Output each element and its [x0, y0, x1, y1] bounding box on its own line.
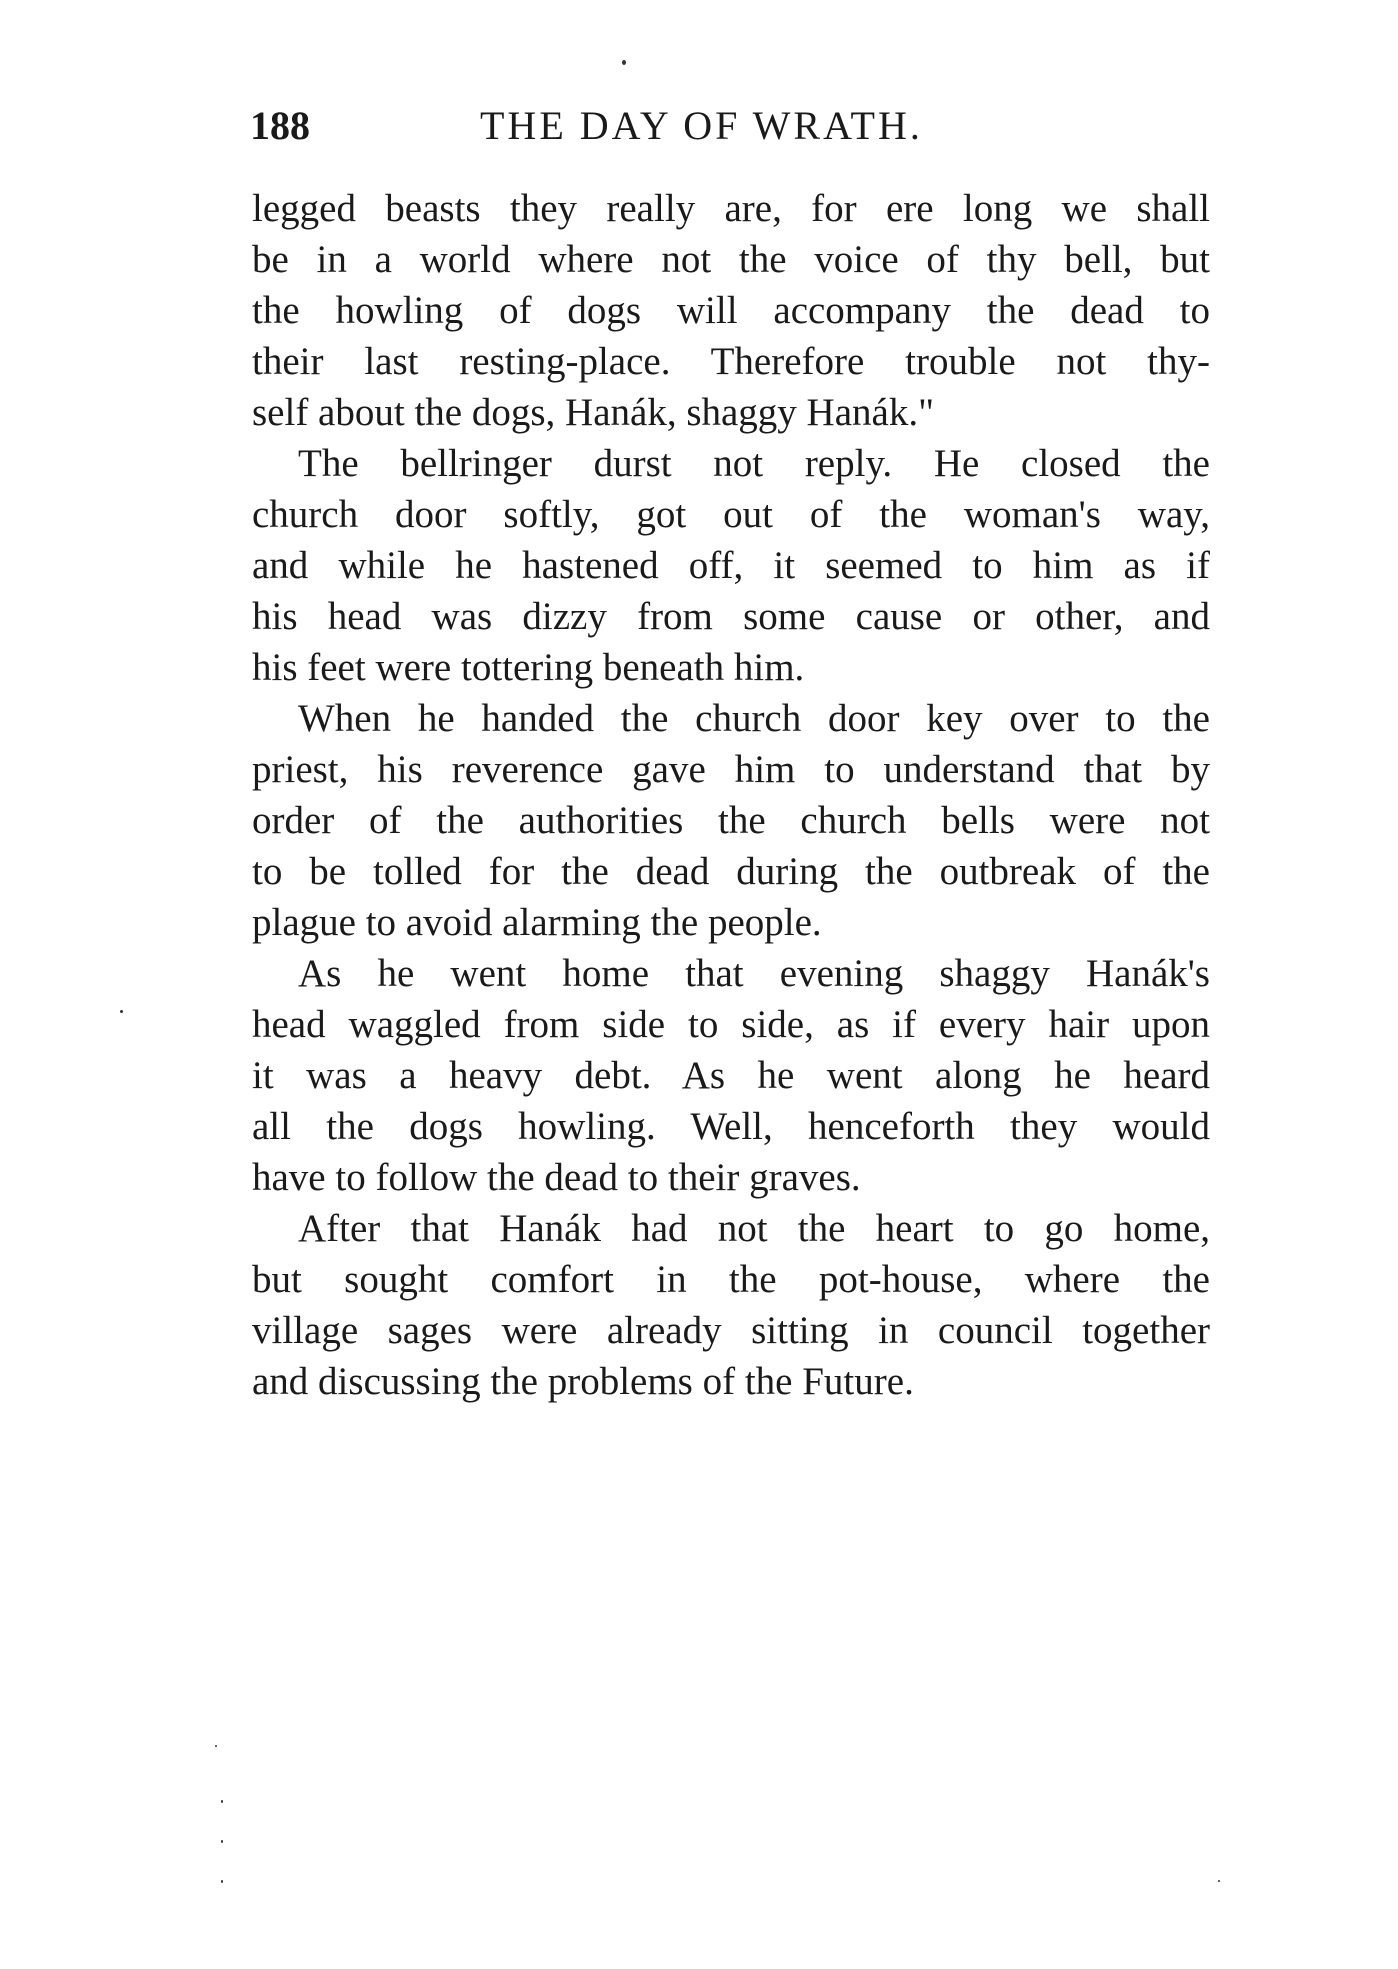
scan-speck [120, 1010, 123, 1013]
paragraph [252, 438, 1210, 693]
paragraph [252, 693, 1210, 948]
body-text [252, 183, 1210, 1407]
text-line: to be tolled for the dead during the outbreak of the [252, 850, 1210, 893]
text-line: village sages were already sitting in council together [252, 1309, 1210, 1352]
text-line: his feet were tottering beneath him. [252, 646, 805, 689]
text-line: have to follow the dead to their graves. [252, 1156, 861, 1199]
paragraph [252, 948, 1210, 1203]
text-line: plague to avoid alarming the people. [252, 901, 822, 944]
text-line: his head was dizzy from some cause or other, and [252, 595, 1210, 638]
text-line: their last resting-place. Therefore trouble not thy- [252, 340, 1210, 383]
text-line: After that Hanák had not the heart to go home, [298, 1207, 1210, 1250]
text-line: but sought comfort in the pot-house, where the [252, 1258, 1210, 1301]
text-line: When he handed the church door key over to the [298, 697, 1210, 740]
running-head [250, 96, 1210, 156]
scan-speck [221, 1800, 223, 1803]
paragraph [252, 183, 1210, 438]
paragraph [252, 1203, 1210, 1407]
text-line: and discussing the problems of the Future. [252, 1360, 914, 1403]
scan-speck [221, 1880, 223, 1883]
text-line: The bellringer durst not reply. He closed the [298, 442, 1210, 485]
running-title: THE DAY OF WRATH. [480, 103, 923, 148]
text-line: head waggled from side to side, as if every hair upon [252, 1003, 1210, 1046]
text-line: church door softly, got out of the woman's way, [252, 493, 1210, 536]
text-line: all the dogs howling. Well, henceforth they would [252, 1105, 1210, 1148]
scan-speck [622, 60, 626, 65]
scan-speck [215, 1745, 217, 1747]
text-line: it was a heavy debt. As he went along he heard [252, 1054, 1210, 1097]
page-number: 188 [250, 103, 310, 148]
text-line: As he went home that evening shaggy Hanák's [298, 952, 1210, 995]
text-line: the howling of dogs will accompany the dead to [252, 289, 1210, 332]
text-line: be in a world where not the voice of thy bell, but [252, 238, 1210, 281]
scan-speck [1218, 1880, 1220, 1882]
text-line: priest, his reverence gave him to understand that by [252, 748, 1210, 791]
scan-speck [221, 1840, 223, 1843]
text-line: self about the dogs, Hanák, shaggy Hanák." [252, 391, 935, 434]
text-line: and while he hastened off, it seemed to him as if [252, 544, 1210, 587]
text-line: order of the authorities the church bells were not [252, 799, 1210, 842]
text-line: legged beasts they really are, for ere long we shall [252, 187, 1210, 230]
